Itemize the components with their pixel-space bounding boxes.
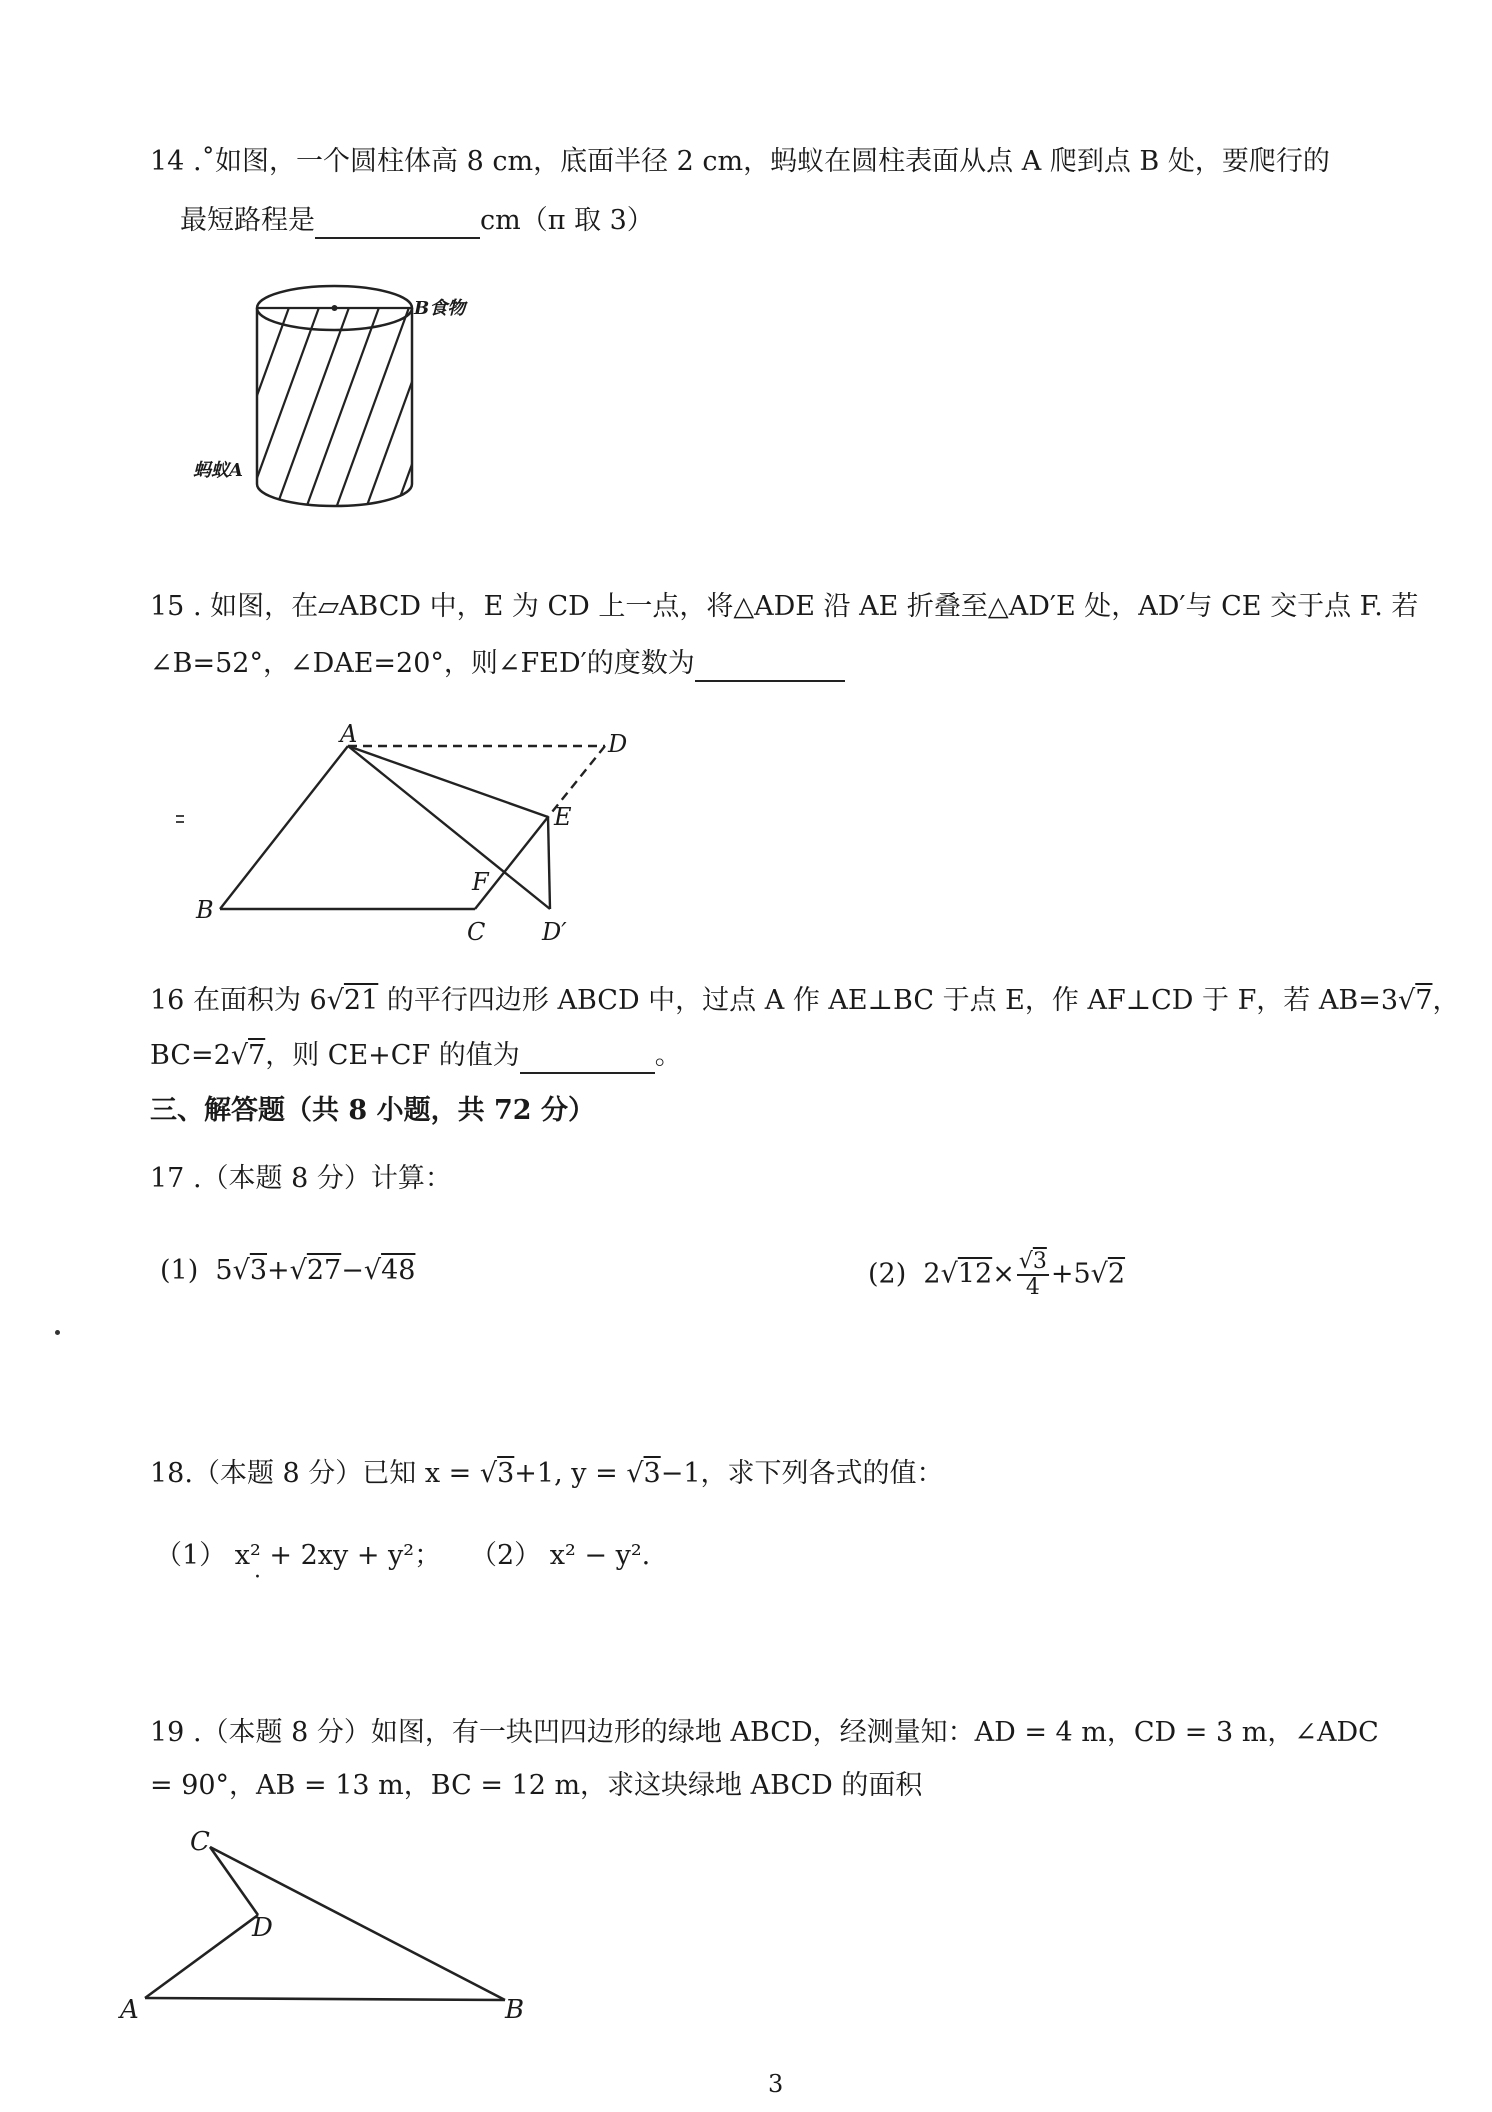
radicand-21: 21: [343, 985, 379, 1016]
scan-mark: [176, 816, 184, 822]
q19-line-1: 19 .（本题 8 分）如图，有一块凹四边形的绿地 ABCD，经测量知：AD = 4 m，CD = 3 m，∠ADC: [150, 1717, 1379, 1748]
radical-sign: √: [626, 1458, 644, 1489]
radicand-7: 7: [248, 1040, 266, 1071]
label-d: D: [608, 730, 628, 758]
fraction-denominator: 4: [1025, 1275, 1040, 1301]
label-d-prime: D′: [542, 918, 567, 946]
fraction: [1017, 1250, 1049, 1300]
radical-sign: √: [326, 985, 344, 1016]
label-c: C: [190, 1827, 210, 1857]
q17-p2-label: (2): [868, 1258, 907, 1290]
seg-ca: [210, 1847, 258, 1915]
q18-title: [150, 1458, 944, 1490]
seg-ad-prime: [348, 746, 550, 909]
concave-quadrilateral-figure: [110, 1820, 550, 2080]
radical-sign: √: [363, 1255, 382, 1286]
radicand: 12: [957, 1258, 993, 1290]
label-e: E: [554, 803, 572, 831]
q18-text-b: +1, y =: [514, 1458, 627, 1489]
parallelogram-fold-figure: [180, 718, 700, 948]
label-c: C: [467, 918, 486, 946]
label-b: B: [196, 896, 214, 924]
radical-sign: √: [1018, 1249, 1033, 1274]
q16-text-c: ，: [1432, 985, 1460, 1016]
radicand: 3: [249, 1255, 268, 1286]
radical-sign: √: [289, 1255, 307, 1286]
q16-answer-blank: [520, 1040, 655, 1074]
radicand: 3: [643, 1458, 661, 1489]
q19-line-2: = 90°，AB = 13 m，BC = 12 m，求这块绿地 ABCD 的面积: [150, 1770, 923, 1801]
fraction-numerator: [1017, 1250, 1049, 1276]
q16-text-b: 的平行四边形 ABCD 中，过点 A 作 AE⊥BC 于点 E，作 AF⊥CD 于 F，若 AB=3: [378, 985, 1399, 1016]
scan-dot: [55, 1330, 60, 1335]
radicand: 48: [381, 1255, 416, 1286]
seg-ed-prime: [548, 817, 550, 909]
seg-ab: [145, 1998, 505, 2000]
q17-part-1: [160, 1255, 415, 1287]
radical-sign: √: [232, 1255, 250, 1286]
page-number: 3: [768, 2070, 784, 2098]
q18-text-c: −1，求下列各式的值：: [660, 1458, 944, 1489]
q15-line-2-text: ∠B=52°，∠DAE=20°，则∠FED′的度数为: [150, 648, 695, 679]
operator: +: [267, 1255, 290, 1286]
radical-sign: √: [230, 1040, 249, 1071]
cylinder-figure: [185, 262, 505, 532]
label-a: A: [340, 720, 358, 748]
q17-p1-label: (1): [160, 1255, 199, 1286]
q18-text-a: 18.（本题 8 分）已知 x =: [150, 1458, 480, 1489]
label-a: A: [120, 1995, 139, 2025]
radicand: 3: [497, 1458, 515, 1489]
q14-line-2-tail: cm（π 取 3）: [480, 205, 654, 236]
radicand: 2: [1107, 1258, 1126, 1290]
q16-text-e: ，则 CE+CF 的值为: [265, 1040, 520, 1071]
q16-line-1: [150, 985, 1459, 1017]
cylinder-hatching: [211, 302, 471, 522]
seg-da: [145, 1915, 258, 1998]
q14-line-2: [180, 205, 654, 239]
operator: +5: [1050, 1258, 1091, 1290]
label-d: D: [252, 1913, 273, 1943]
cylinder-center-dot: [332, 305, 338, 311]
q16-line-2: [150, 1040, 682, 1074]
q17-p1-coef: 5: [215, 1255, 233, 1286]
radicand-7: 7: [1415, 985, 1433, 1016]
q14-answer-blank: [315, 205, 480, 239]
operator: −: [341, 1255, 364, 1286]
q14-line-2-text: 最短路程是: [180, 205, 315, 236]
q16-text-d: BC=2: [150, 1040, 231, 1071]
q15-line-1: 15 . 如图，在▱ABCD 中，E 为 CD 上一点，将△ADE 沿 AE 折叠至△AD′E 处，AD′与 CE 交于点 F. 若: [150, 591, 1419, 622]
label-b: B: [505, 1995, 525, 2025]
radical-sign: √: [1398, 985, 1416, 1016]
operator: ×: [992, 1258, 1015, 1290]
label-ant-a: 蚂蚁A: [193, 460, 243, 481]
q16-text-end: 。: [654, 1040, 682, 1071]
q18-part-1: （1） x² + 2xy + y²；: [155, 1540, 442, 1571]
label-b-food: B食物: [414, 298, 466, 319]
q18-stray-mark: ·: [254, 1565, 261, 1590]
q16-text-a: 16 在面积为 6: [150, 985, 327, 1016]
seg-ae: [348, 746, 548, 817]
label-f: F: [472, 868, 489, 896]
radicand: 27: [306, 1255, 342, 1286]
radical-sign: √: [479, 1458, 498, 1489]
radical-sign: √: [940, 1258, 958, 1290]
q17-title: 17 .（本题 8 分）计算：: [150, 1163, 452, 1194]
seg-ab: [220, 746, 348, 909]
q14-line-1: 14 .˚如图，一个圆柱体高 8 cm，底面半径 2 cm，蚂蚁在圆柱表面从点 A 爬到点 B 处，要爬行的: [150, 146, 1330, 177]
q17-part-2: [868, 1250, 1125, 1300]
q15-answer-blank: [695, 648, 845, 682]
radical-sign: √: [1090, 1258, 1108, 1290]
q17-p2-coef: 2: [923, 1258, 941, 1290]
q15-line-2: [150, 648, 845, 682]
q18-part-2: （2） x² − y².: [470, 1540, 651, 1571]
radicand: 3: [1032, 1249, 1047, 1274]
section-3-heading: 三、解答题（共 8 小题，共 72 分）: [150, 1095, 595, 1126]
